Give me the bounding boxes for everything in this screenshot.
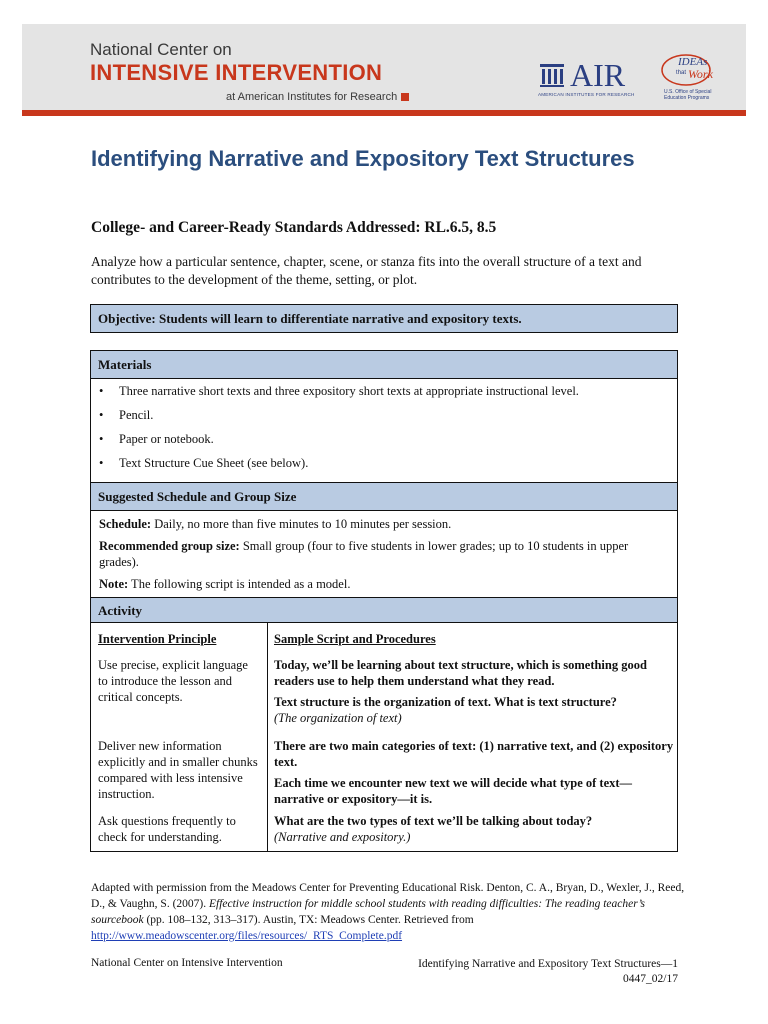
air-logo-text: AIR (570, 57, 626, 93)
red-square-icon (401, 93, 409, 101)
ideas-logo-subtitle: U.S. Office of Special Education Programs (664, 89, 712, 101)
air-logo-subtitle: AMERICAN INSTITUTES FOR RESEARCH (538, 92, 635, 97)
header-rule (22, 110, 746, 116)
footer-org-name: National Center on Intensive Intervention (91, 957, 283, 969)
script-cell (274, 813, 674, 850)
air-logo (538, 58, 638, 104)
script-answer: (Narrative and expository.) (274, 830, 411, 844)
citation-link[interactable]: http://www.meadowscenter.org/files/resources/_RTS_Complete.pdf (91, 930, 403, 942)
lesson-table (90, 350, 678, 852)
list-item: • Text Structure Cue Sheet (see below). (91, 451, 677, 475)
footer-doc-title: Identifying Narrative and Expository Text Structures—1 (418, 958, 678, 970)
script-line: What are the two types of text we’ll be talking about today? (274, 814, 593, 828)
org-name-line3-text: at American Institutes for Research (226, 91, 398, 103)
page-title: Identifying Narrative and Expository Text Structures (91, 146, 635, 171)
list-item: • Paper or notebook. (91, 427, 677, 451)
materials-heading: Materials (91, 351, 677, 379)
org-name-line2: INTENSIVE INTERVENTION (90, 60, 383, 85)
schedule-content (91, 516, 677, 597)
citation-text-2: (pp. 108–132, 313–317). Austin, TX: Meadows Center. Retrieved from (143, 914, 474, 926)
intervention-principle-header: Intervention Principle (98, 632, 217, 646)
note-label: Note: (99, 576, 129, 591)
principle-cell: Deliver new information explicitly and in smaller chunks compared with less intensive instruction. (98, 739, 258, 801)
citation-text-1: Adapted with permission from the Meadows Center for Preventing Educational Risk. Denton, C. A., Bryan, D., Wexler, J., Reed, D., & Vaughn, S. (2007). (91, 882, 685, 910)
schedule-line (99, 516, 669, 533)
script-line: Text structure is the organization of text. What is text structure? (274, 695, 617, 709)
list-item: • Three narrative short texts and three expository short texts at appropriate instructional level. (91, 379, 677, 403)
citation (91, 880, 691, 944)
script-line: Each time we encounter new text we will decide what type of text—narrative or expository—it is. (274, 776, 633, 806)
script-line: There are two main categories of text: (1) narrative text, and (2) expository text. (274, 739, 674, 769)
org-name-line1: National Center on (90, 40, 232, 59)
ideas-logo-work: Work (688, 67, 713, 81)
objective-box: Objective: Students will learn to differentiate narrative and expository texts. (90, 304, 678, 333)
script-cell (274, 738, 674, 812)
schedule-text: Daily, no more than five minutes to 10 minutes per session. (151, 517, 452, 531)
script-line: Today, we’ll be learning about text structure, which is something good readers use to help them understand what they read. (274, 658, 647, 688)
ideas-logo-text: IDEAs (678, 56, 708, 68)
group-size-text: Small group (four to five students in lower grades; up to 10 students in upper grades). (99, 538, 629, 569)
script-cell (274, 657, 674, 731)
schedule-label: Schedule: (99, 517, 152, 531)
principle-cell: Ask questions frequently to check for understanding. (98, 814, 236, 844)
ideas-that-work-logo (656, 50, 736, 106)
group-size-label: Recommended group size: (99, 538, 240, 553)
list-item: • Pencil. (91, 403, 677, 427)
group-size-line (99, 538, 669, 571)
materials-list (91, 379, 677, 475)
sample-script-header: Sample Script and Procedures (274, 632, 436, 646)
citation-book-title: Effective instruction for middle school students with reading difficulties: The reading teacher’s sourcebook (91, 898, 645, 926)
air-building-icon (538, 62, 566, 88)
intro-paragraph: Analyze how a particular sentence, chapter, scene, or stanza fits into the overall structure of a text and contributes to the development of the theme, setting, or plot. (91, 254, 642, 287)
org-name-line3 (226, 91, 409, 103)
activity-heading: Activity (91, 597, 677, 623)
note-text: The following script is intended as a model. (128, 576, 351, 591)
script-answer: (The organization of text) (274, 711, 402, 725)
column-divider (267, 622, 268, 851)
principle-cell: Use precise, explicit language to introduce the lesson and critical concepts. (98, 658, 248, 704)
note-line (99, 576, 669, 593)
standards-heading: College- and Career-Ready Standards Addressed: RL.6.5, 8.5 (91, 219, 497, 236)
ideas-logo-that: that (676, 70, 687, 76)
footer-page-info (392, 957, 678, 987)
footer-doc-code: 0447_02/17 (623, 973, 678, 985)
schedule-heading: Suggested Schedule and Group Size (91, 482, 677, 511)
